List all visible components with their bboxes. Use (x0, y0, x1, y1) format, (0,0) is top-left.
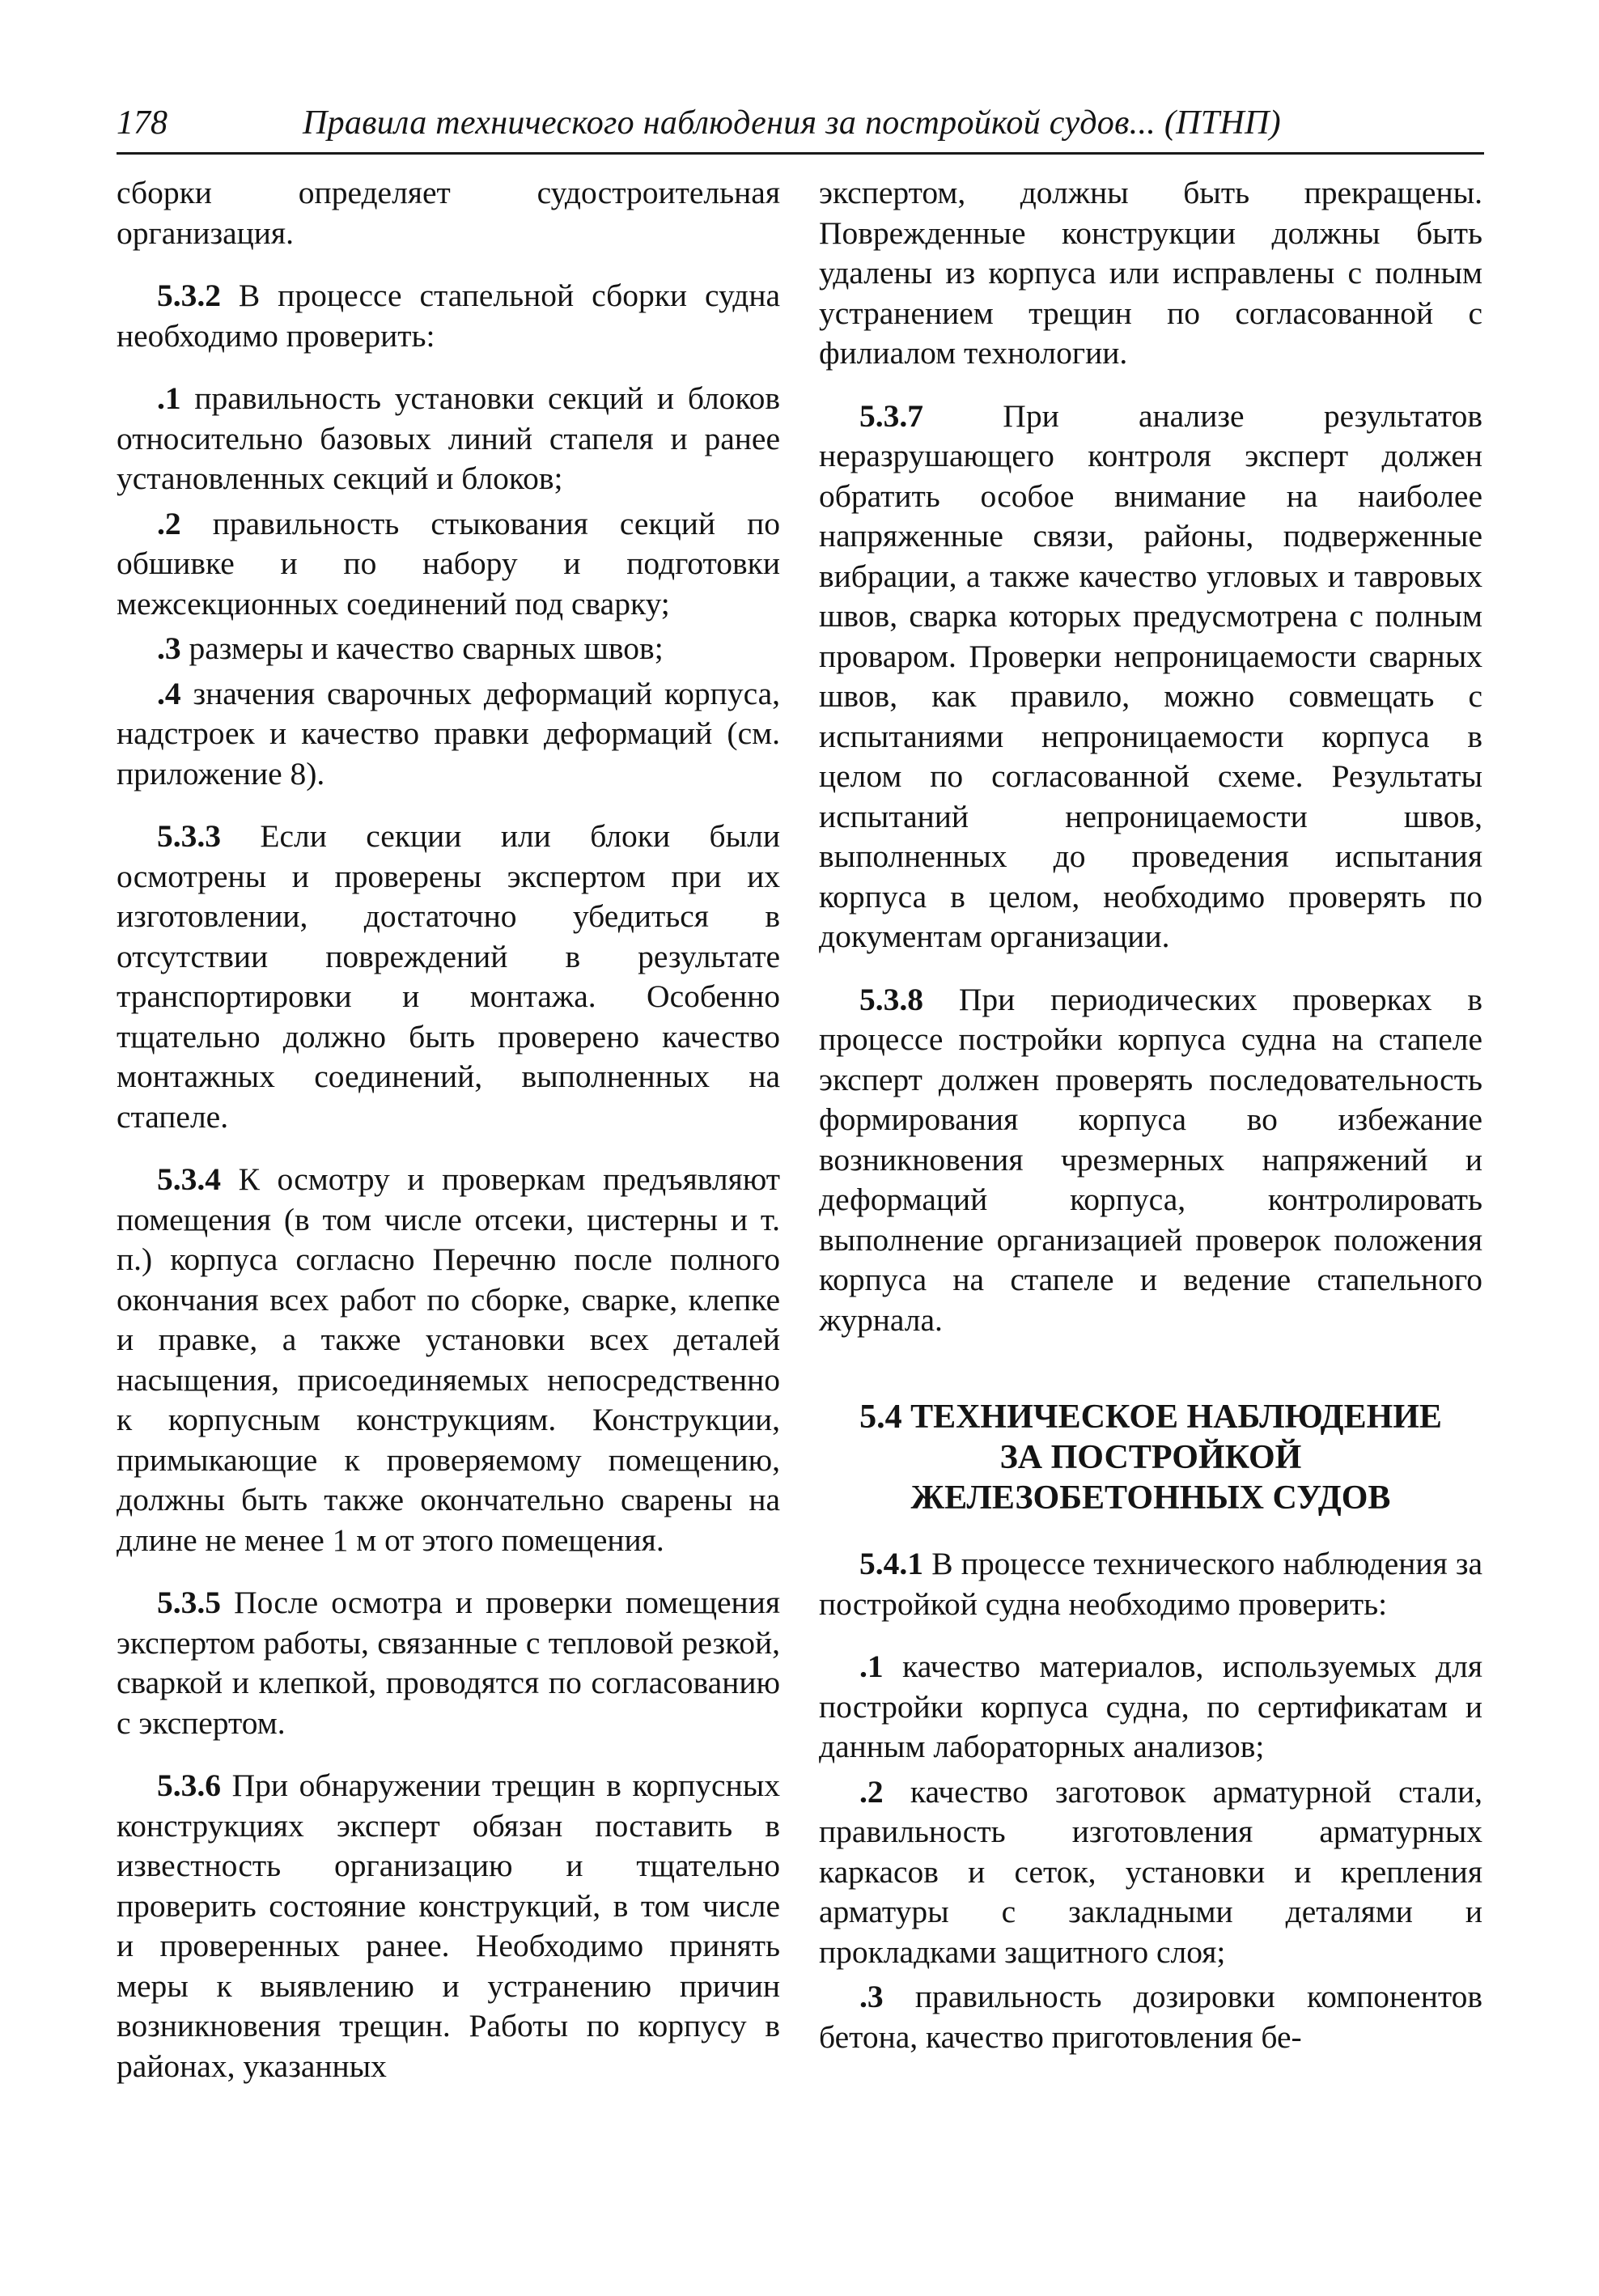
section-heading-line: ЖЕЛЕЗОБЕТОННЫХ СУДОВ (910, 1479, 1391, 1517)
item-number: .2 (157, 505, 181, 541)
list-item (117, 504, 780, 625)
paragraph-5-3-7 (819, 397, 1482, 957)
right-column (819, 173, 1482, 2062)
paragraph-5-3-2 (117, 276, 780, 356)
clause-number: 5.3.6 (157, 1768, 221, 1803)
page-number: 178 (117, 104, 168, 142)
clause-text: В процессе технического наблюдения за постройкой судна необходимо проверить: (819, 1546, 1482, 1622)
item-text: размеры и качество сварных швов; (180, 630, 664, 666)
clause-text: После осмотра и проверки помещения экспертом работы, связанные с тепловой резкой, сваркой и клепкой, проводятся по согласованию с экспертом. (117, 1585, 780, 1741)
left-column (117, 173, 780, 2109)
clause-number: 5.3.5 (157, 1585, 221, 1620)
clause-number: 5.3.4 (157, 1161, 221, 1197)
clause-text: При обнаружении трещин в корпусных конструкциях эксперт обязан поставить в известность организацию и тщательно проверить состояние конструкций, в том числе и проверенных ранее. Необходимо принять меры к выявлению и устранению причин возникновения трещин. Работы по корпусу в районах, указанных (117, 1768, 780, 2084)
clause-number: 5.3.3 (157, 818, 221, 854)
list-item (819, 1772, 1482, 1973)
clause-number: 5.3.8 (859, 981, 923, 1017)
item-text: правильность дозировки компонентов бетона, качество приготовления бе- (819, 1979, 1482, 2055)
clause-number: 5.4.1 (859, 1546, 923, 1581)
clause-number: 5.3.7 (859, 397, 923, 434)
item-text: значения сварочных деформаций корпуса, надстроек и качество правки деформаций (см. приложение 8). (117, 675, 780, 792)
clause-text: К осмотру и проверкам предъявляют помещения (в том числе отсеки, цистерны и т. п.) корпуса согласно Перечню после полного окончания всех работ по сборке, сварке, клепке и правке, а также установки всех деталей насыщения, присоединяемых непосредственно к корпусным конструкциям. Конструкции, примыкающие к проверяемому помещению, должны быть также окончательно сварены на длине не менее 1 м от этого помещения. (117, 1161, 780, 1558)
clause-text: В процессе стапельной сборки судна необходимо проверить: (117, 278, 780, 354)
paragraph-5-3-6 (117, 1766, 780, 2086)
section-heading (819, 1397, 1482, 1518)
list-item (117, 674, 780, 795)
item-number: .1 (157, 380, 181, 416)
clause-number: 5.3.2 (157, 278, 221, 313)
section-heading-line: ЗА ПОСТРОЙКОЙ (999, 1439, 1302, 1476)
paragraph-5-4-1 (819, 1544, 1482, 1624)
item-text: правильность стыкования секций по обшивке и по набору и подготовки межсекционных соединений под сварку; (117, 505, 780, 622)
clause-text: Если секции или блоки были осмотрены и проверены экспертом при их изготовлении, достаточно убедиться в отсутствии повреждений в результате транспортировки и монтажа. Особенно тщательно должно быть проверено качество монтажных соединений, выполненных на стапеле. (117, 818, 780, 1135)
paragraph-5-3-8 (819, 980, 1482, 1341)
item-text: качество заготовок арматурной стали, правильность изготовления арматурных каркасов и сеток, установки и крепления арматуры с закладными деталями и прокладками защитного слоя; (819, 1773, 1482, 1970)
clause-text: При анализе результатов неразрушающего контроля эксперт должен обратить особое внимание на наиболее напряженные связи, районы, подверженные вибрации, а также качество угловых и тавровых швов, сварка которых предусмотрена с полным проваром. Проверки непроницаемости сварных швов, как правило, можно совмещать с испытаниями непроницаемости корпуса в целом по согласованной схеме. Результаты испытаний непроницаемости швов, выполненных до проведения испытания корпуса в целом, необходимо проверять по документам организации. (819, 397, 1482, 954)
item-text: правильность установки секций и блоков относительно базовых линий стапеля и ранее установленных секций и блоков; (117, 380, 780, 496)
item-number: .2 (859, 1773, 884, 1810)
item-number: .3 (157, 630, 181, 666)
list-item (819, 1977, 1482, 2057)
paragraph-continuation: сборки определяет судостроительная организация. (117, 175, 780, 251)
item-number: .4 (157, 675, 181, 711)
list-item (117, 379, 780, 499)
running-title: Правила технического наблюдения за постройкой судов... (ПТНП) (303, 104, 1281, 142)
paragraph-5-3-4 (117, 1160, 780, 1560)
section-heading-line: 5.4 ТЕХНИЧЕСКОЕ НАБЛЮДЕНИЕ (859, 1398, 1442, 1436)
list-item (819, 1647, 1482, 1768)
paragraph-continuation: экспертом, должны быть прекращены. Поврежденные конструкции должны быть удалены из корпуса или исправлены с полным устранением трещин по согласованной с филиалом технологии. (819, 175, 1482, 371)
item-text: качество материалов, используемых для постройки корпуса судна, по сертификатам и данным лабораторных анализов; (819, 1649, 1482, 1764)
list-item (117, 629, 780, 669)
clause-text: При периодических проверках в процессе постройки корпуса судна на стапеле эксперт должен проверять последовательность формирования корпуса во избежание возникновения чрезмерных напряжений и деформаций корпуса, контролировать выполнение организацией проверок положения корпуса на стапеле и ведение стапельного журнала. (819, 981, 1482, 1338)
paragraph-5-3-5 (117, 1583, 780, 1743)
page-header (117, 104, 1484, 155)
item-number: .1 (859, 1649, 884, 1684)
item-number: .3 (859, 1979, 884, 2014)
paragraph-5-3-3 (117, 817, 780, 1137)
